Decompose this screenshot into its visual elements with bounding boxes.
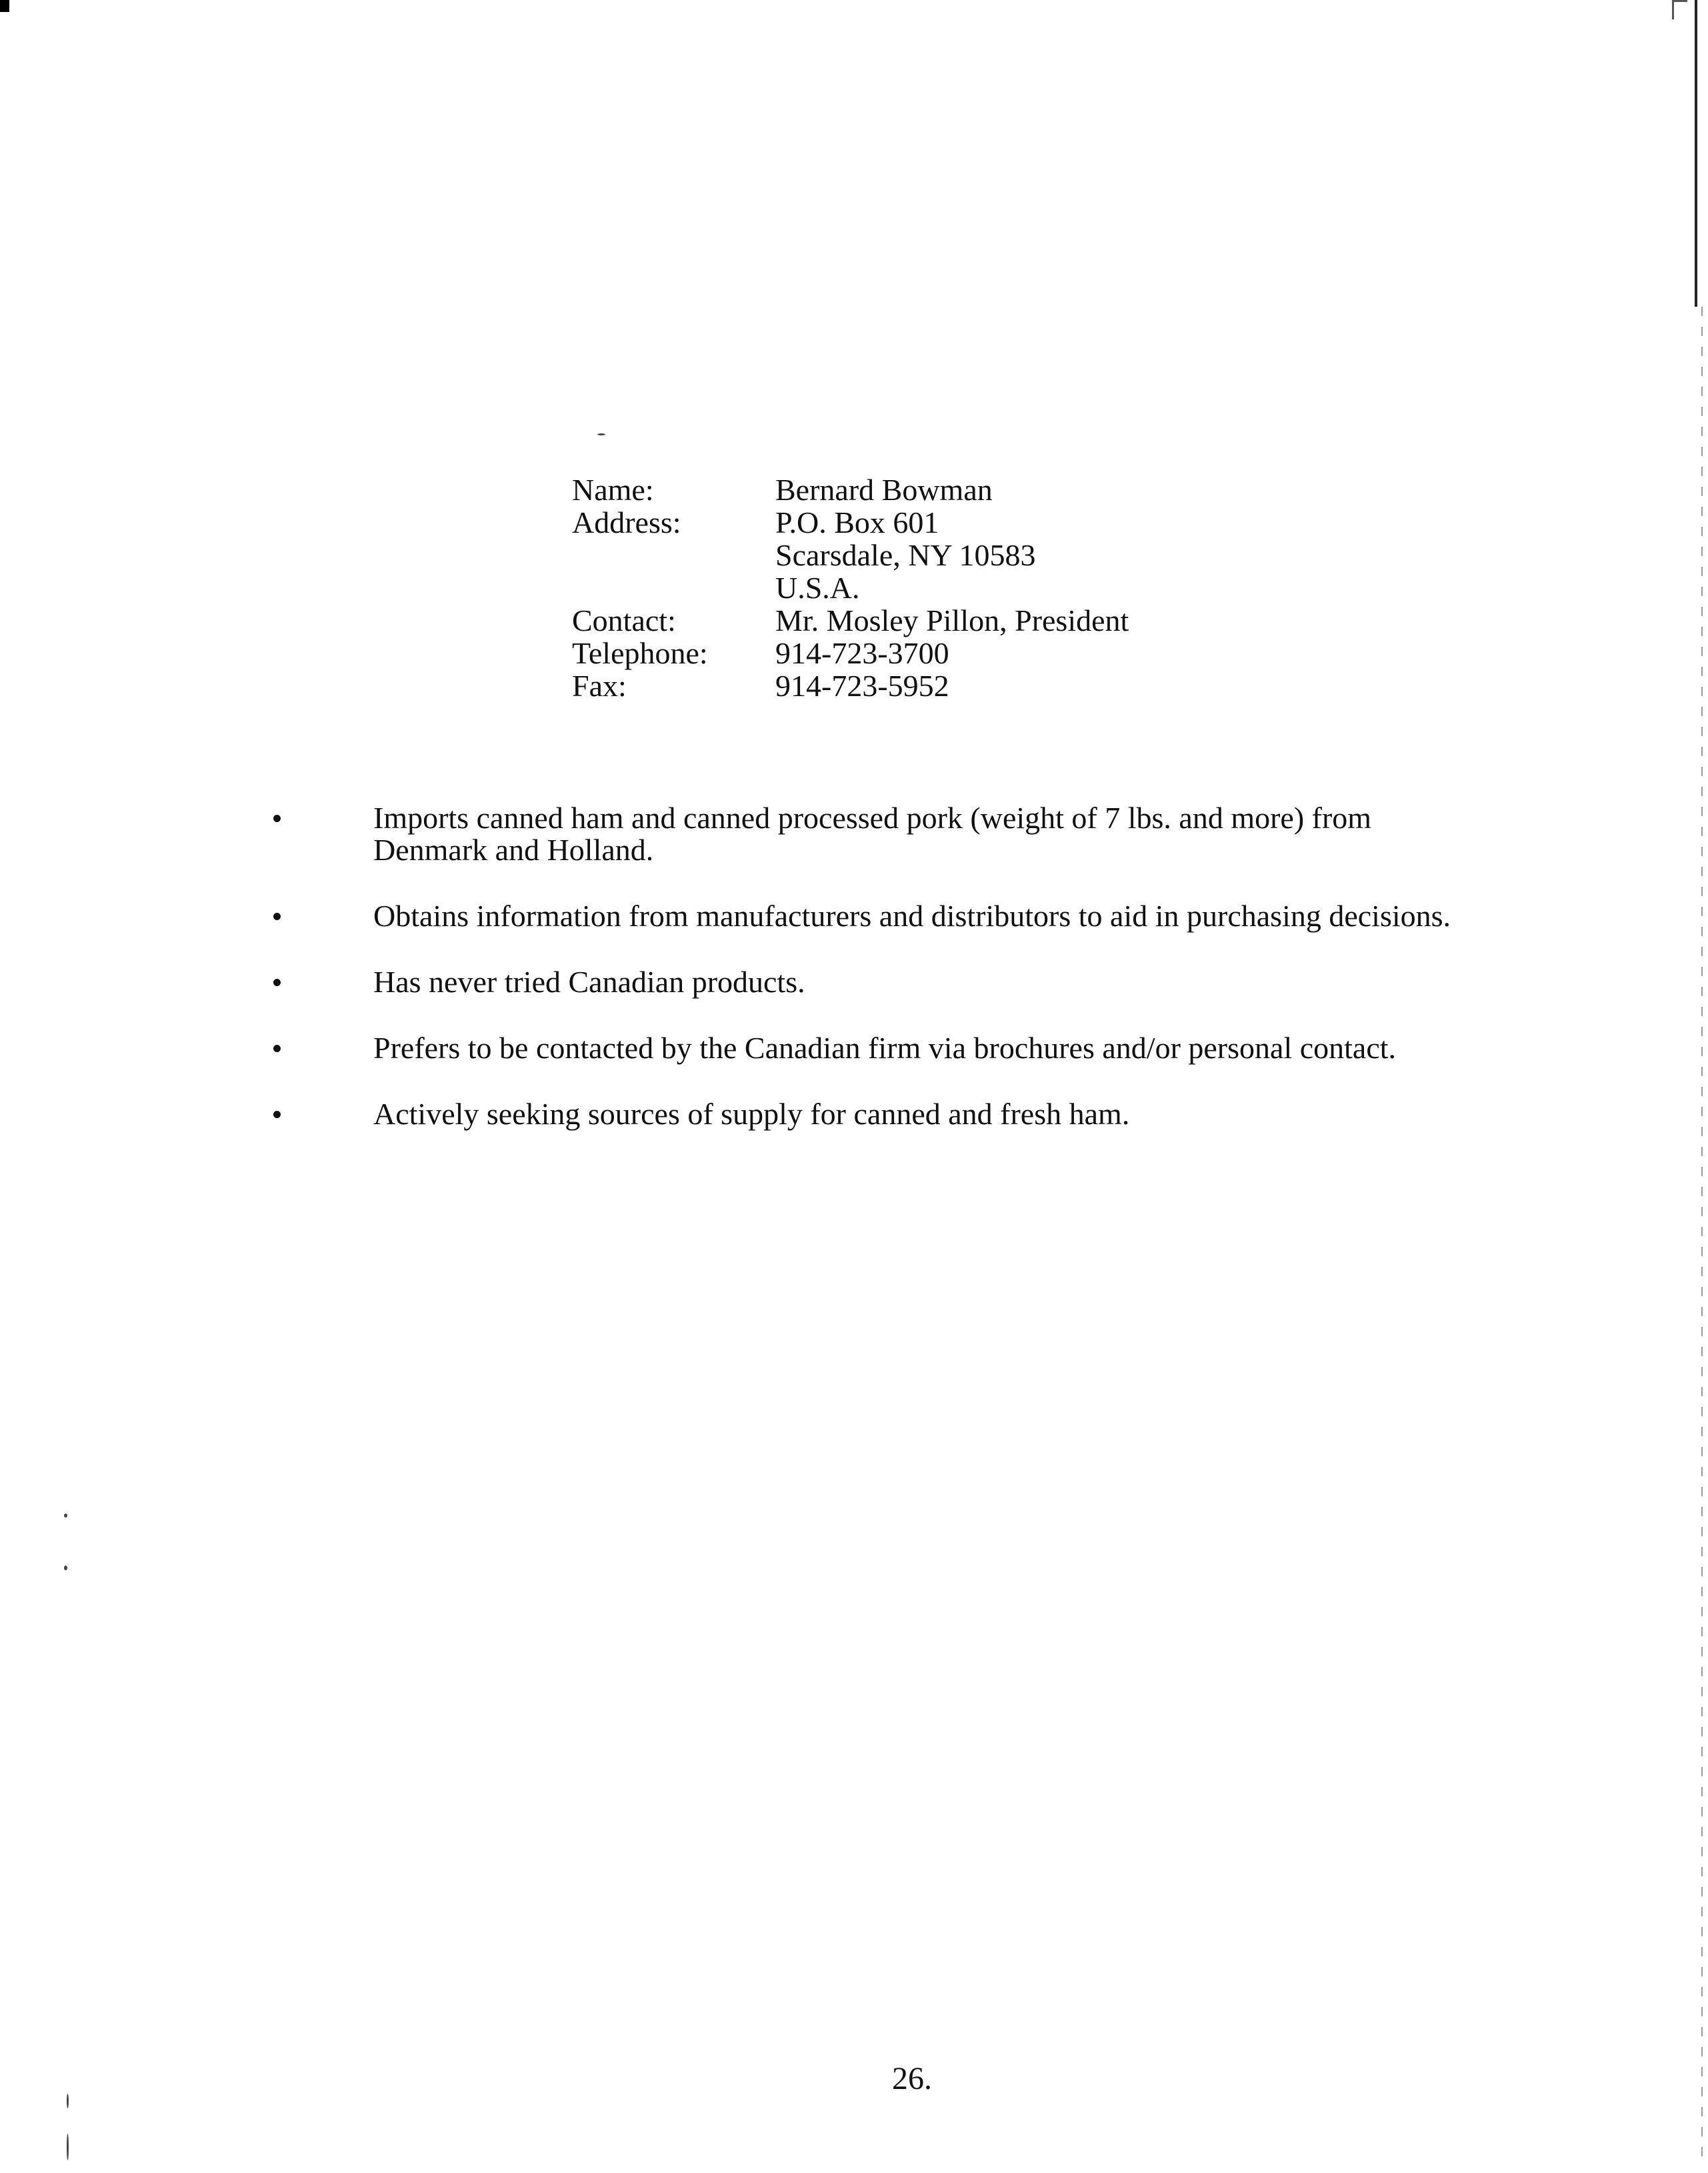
scan-speck xyxy=(597,433,605,435)
scan-edge-line xyxy=(1695,0,1697,307)
scan-speck xyxy=(67,2134,69,2160)
contact-label xyxy=(572,539,775,571)
contact-label xyxy=(572,571,775,604)
contact-value: Scarsdale, NY 10583 xyxy=(775,538,1036,572)
contact-row-name xyxy=(572,473,1129,506)
contact-value: Mr. Mosley Pillon, President xyxy=(775,603,1129,637)
page-number: 26. xyxy=(892,2061,932,2096)
bullet-icon xyxy=(273,1111,281,1118)
contact-label: Contact: xyxy=(572,603,676,637)
contact-value: Bernard Bowman xyxy=(775,473,993,507)
scan-edge-dashes xyxy=(1701,307,1703,2160)
contact-label: Fax: xyxy=(572,669,627,703)
bullet-text: Actively seeking sources of supply for canned and fresh ham. xyxy=(373,1097,1130,1131)
contact-value: U.S.A. xyxy=(775,571,860,605)
bullet-item xyxy=(273,900,1607,932)
scan-speck xyxy=(64,1514,67,1518)
contact-row-fax xyxy=(572,669,1129,702)
bullet-text: Prefers to be contacted by the Canadian firm via brochures and/or personal contact. xyxy=(373,1031,1397,1065)
contact-value: 914-723-5952 xyxy=(775,669,949,703)
contact-row-telephone xyxy=(572,637,1129,669)
bullet-item xyxy=(273,966,1607,998)
bullet-icon xyxy=(273,815,281,822)
bullet-item xyxy=(273,1032,1607,1064)
scan-speck xyxy=(67,2094,69,2108)
contact-row-address-city xyxy=(572,539,1129,571)
contact-label: Name: xyxy=(572,473,654,507)
contact-label: Address: xyxy=(572,505,681,539)
scan-corner-mark xyxy=(0,0,9,12)
contact-value: 914-723-3700 xyxy=(775,636,949,670)
bullet-text: Imports canned ham and canned processed pork (weight of 7 lbs. and more) from xyxy=(373,801,1372,835)
contact-row-address xyxy=(572,506,1129,539)
contact-label: Telephone: xyxy=(572,636,708,670)
bullet-item xyxy=(273,1098,1607,1130)
bullet-text: Has never tried Canadian products. xyxy=(373,965,805,999)
scan-speck xyxy=(64,1566,67,1570)
contact-value: P.O. Box 601 xyxy=(775,505,939,539)
bullet-icon xyxy=(273,979,281,986)
bullet-text: Denmark and Holland. xyxy=(373,833,654,867)
bullet-icon xyxy=(273,913,281,920)
scan-edge-tick xyxy=(1672,0,1687,19)
contact-row-address-country xyxy=(572,571,1129,604)
contact-block xyxy=(572,473,1129,702)
bullet-icon xyxy=(273,1045,281,1052)
bullet-list xyxy=(273,802,1607,1164)
bullet-text: Obtains information from manufacturers and distributors to aid in purchasing decisions. xyxy=(373,899,1451,933)
contact-row-contact xyxy=(572,604,1129,637)
bullet-item xyxy=(273,802,1607,866)
